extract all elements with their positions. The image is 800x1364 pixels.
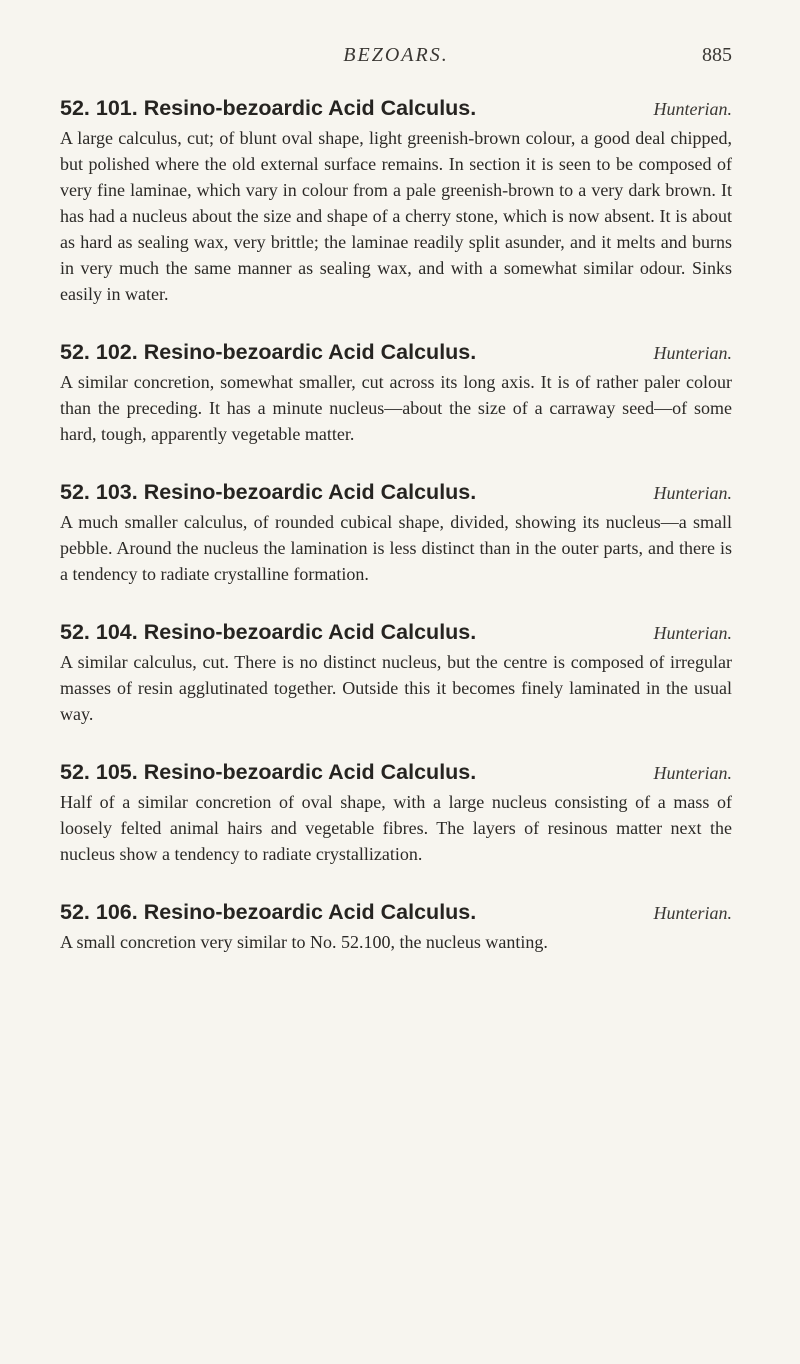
catalogue-entry	[60, 620, 732, 727]
entry-description: A large calculus, cut; of blunt oval shape, light greenish-brown colour, a good deal chipped, but polished where the old external surface remains. In section it is seen to be composed of very fine laminae, which vary in colour from a pale greenish-brown to a very dark brown. It has had a nucleus about the size and shape of a cherry stone, which is now absent. It is about as hard as sealing wax, very brittle; the laminae readily split asunder, and it melts and burns in very much the same manner as sealing wax, and with a somewhat similar odour. Sinks easily in water.	[60, 128, 732, 304]
entry-number: 52. 102.	[60, 340, 138, 364]
entry-heading	[60, 340, 732, 365]
entry-title	[60, 760, 476, 785]
entry-source: Hunterian.	[653, 623, 732, 643]
entry-number: 52. 104.	[60, 620, 138, 644]
entry-title	[60, 480, 476, 505]
entry-title	[60, 620, 476, 645]
entry-name: Resino-bezoardic Acid Calculus.	[143, 900, 477, 924]
entry-heading	[60, 96, 732, 121]
entry-source: Hunterian.	[653, 343, 732, 363]
catalogue-entry	[60, 480, 732, 587]
running-header	[60, 44, 732, 80]
entry-source: Hunterian.	[653, 903, 732, 923]
catalogue-entry	[60, 900, 732, 955]
entry-title	[60, 96, 476, 121]
page-number: 885	[702, 44, 732, 66]
header-title: BEZOARS.	[343, 44, 449, 66]
entry-description: A similar calculus, cut. There is no distinct nucleus, but the centre is composed of irregular masses of resin agglutinated together. Outside this it becomes finely laminated in the usual way.	[60, 652, 732, 724]
entry-source: Hunterian.	[653, 483, 732, 503]
entry-heading	[60, 760, 732, 785]
entry-name: Resino-bezoardic Acid Calculus.	[143, 620, 477, 644]
entry-source: Hunterian.	[653, 99, 732, 119]
entry-name: Resino-bezoardic Acid Calculus.	[143, 480, 477, 504]
entry-number: 52. 106.	[60, 900, 138, 924]
entry-heading	[60, 900, 732, 925]
catalogue-entry	[60, 760, 732, 867]
entry-description: A much smaller calculus, of rounded cubical shape, divided, showing its nucleus—a small pebble. Around the nucleus the lamination is less distinct than in the outer parts, and there is a tendency to radiate crystalline formation.	[60, 512, 732, 584]
entry-name: Resino-bezoardic Acid Calculus.	[143, 760, 477, 784]
entry-name: Resino-bezoardic Acid Calculus.	[143, 340, 477, 364]
entry-title	[60, 340, 476, 365]
entry-source: Hunterian.	[653, 763, 732, 783]
entry-heading	[60, 480, 732, 505]
entry-number: 52. 105.	[60, 760, 138, 784]
entry-number: 52. 103.	[60, 480, 138, 504]
entry-description: A small concretion very similar to No. 52.100, the nucleus wanting.	[60, 932, 548, 952]
catalogue-entry	[60, 96, 732, 307]
entry-number: 52. 101.	[60, 96, 138, 120]
entry-description: Half of a similar concretion of oval shape, with a large nucleus consisting of a mass of loosely felted animal hairs and vegetable fibres. The layers of resinous matter next the nucleus show a tendency to radiate crystallization.	[60, 792, 732, 864]
entry-heading	[60, 620, 732, 645]
document-page	[60, 44, 732, 988]
entry-name: Resino-bezoardic Acid Calculus.	[143, 96, 477, 120]
entry-description: A similar concretion, somewhat smaller, cut across its long axis. It is of rather paler colour than the preceding. It has a minute nucleus—about the size of a carraway seed—of some hard, tough, apparently vegetable matter.	[60, 372, 732, 444]
catalogue-entry	[60, 340, 732, 447]
entry-title	[60, 900, 476, 925]
